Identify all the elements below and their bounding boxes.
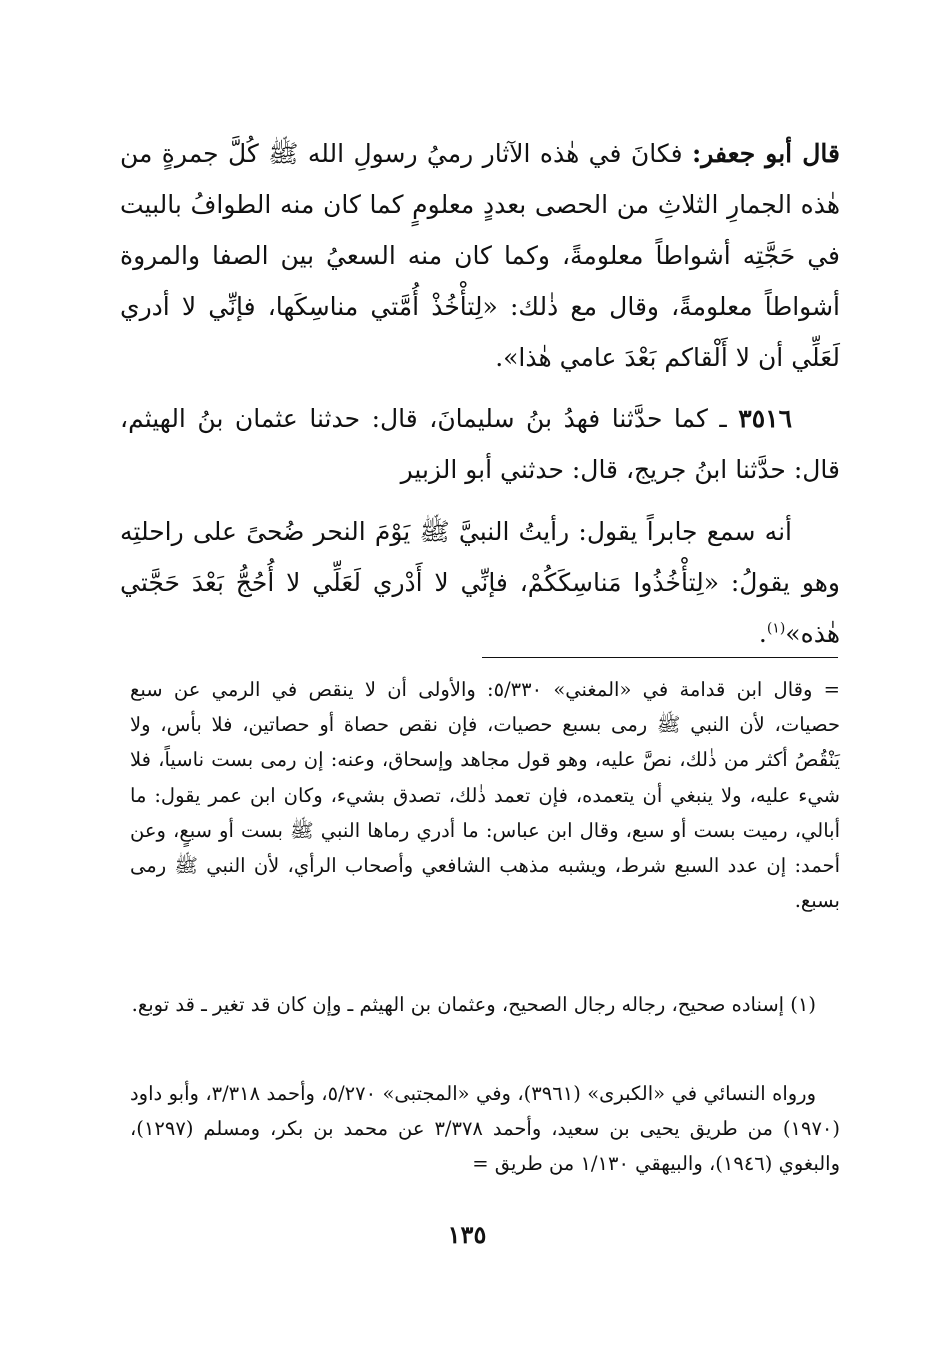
paragraph-commentary [120,128,840,383]
hadith-end-mark: . [758,619,767,648]
commentary-text: فكانَ في هٰذه الآثار رميُ رسولِ الله ﷺ كُلَّ جمرةٍ من هٰذه الجمارِ الثلاثِ من الحصى بعددٍ معلومٍ كما كان منه الطوافُ بالبيت في حَجَّتِه أشواطاً معلومةً، وكما كان منه السعيُ بين الصفا والمروة أشواطاً معلومةً، وقال مع ذٰلك: «لِتأْخُذْ أُمَّتي مناسِكَها، فإنِّي لا أدري لَعَلِّي أن لا أَلْقاكم بَعْدَ عامي هٰذا». [120,139,840,372]
paragraph-hadith-chain [120,393,840,495]
footnote-reference: (١) [766,620,786,637]
footnote-1: (١) إسناده صحيح، رجاله رجال الصحيح، وعثمان بن الهيثم ـ وإن كان قد تغير ـ قد توبع. [131,993,816,1016]
page-number: ١٣٥ [447,1220,487,1249]
hadith-number: ٣٥١٦ [738,404,792,433]
paragraph-hadith-text [120,506,840,659]
footnote-1-sources: ورواه النسائي في «الكبرى» (٣٩٦١)، وفي «المجتبى» ٥/٢٧٠، وأحمد ٣/٣١٨، وأبو داود (١٩٧٠) من طريق يحيى بن سعيد، وأحمد ٣/٣٧٨ عن محمد بن بكر، ومسلم (١٢٩٧)، والبغوي (١٩٤٦)، والبيهقي ١/١٣٠ من طريق = [130,1082,841,1176]
author-lead: قال أبو جعفر: [691,139,840,168]
hadith-text: أنه سمع جابراً يقول: رأيتُ النبيَّ ﷺ يَوْمَ النحر ضُحىً على راحلتِه وهو يقولُ: «لِتأْخُذُوا مَناسِكَكُمْ، فإنِّي لا أَدْري لَعَلِّي لا أُحُجُّ بَعْدَ حَجَّتي هٰذه» [120,517,840,648]
footnote-continuation: = وقال ابن قدامة في «المغني» ٥/٣٣٠: والأولى أن لا ينقص في الرمي عن سبع حصيات، لأن النبي ﷺ رمى بسبع حصيات، فإن نقص حصاة أو حصاتين، فلا بأس، ولا يَنْقُصُ أكثر من ذٰلك، نصَّ عليه، وهو قول مجاهد وإسحاق، وعنه: إن رمى بست ناسياً، فلا شيء عليه، ولا ينبغي أن يتعمده، فإن تعمد ذٰلك، تصدق بشيء، وكان ابن عمر يقول: ما أبالي، رميت بست أو سبع، وقال ابن عباس: ما أدري رماها النبي ﷺ بست أو سبعٍ، وعن أحمد: إن عدد السبع شرط، ويشبه مذهب الشافعي وأصحاب الرأي، لأن النبي ﷺ رمى بسبع. [130,678,840,913]
footnote-divider [482,657,838,658]
chain-text: ـ كما حدَّثنا فهدُ بنُ سليمانَ، قال: حدثنا عثمان بنُ الهيثم، قال: حدَّثنا ابنُ جريج، قال: حدثني أبو الزبير [120,404,840,484]
